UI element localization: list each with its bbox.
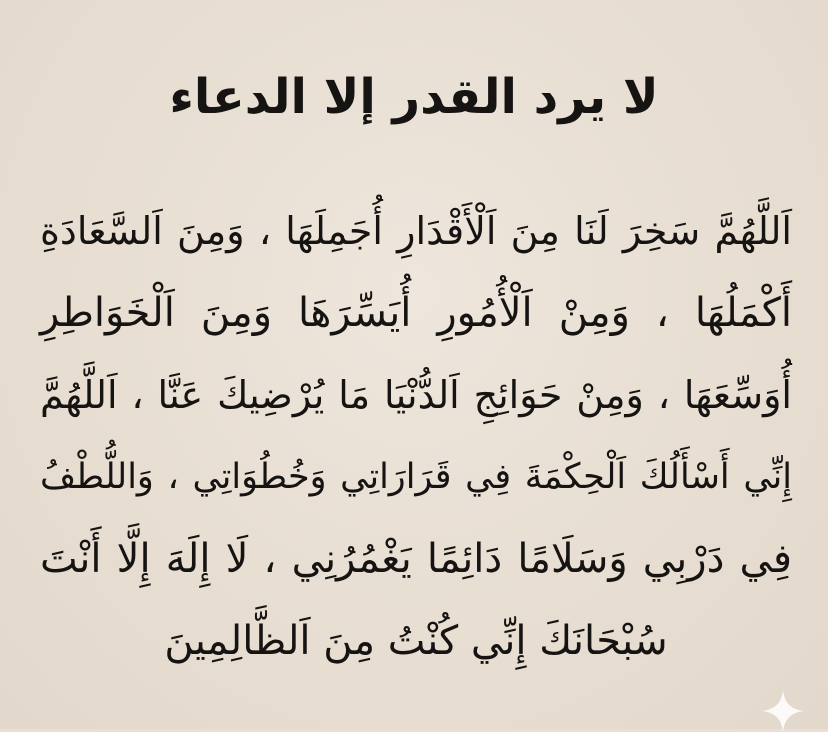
dua-line-3: أُوَسِّعَهَا ، وَمِنْ حَوَائِجِ اَلدُّنْيَا مَا يُرْضِيكَ عَنَّا ، اَللَّهُمَّ xyxy=(40,373,792,417)
dua-line-4: إِنِّي أَسْأَلُكَ اَلْحِكْمَةَ فِي قَرَارَاتِي وَخُطُوَاتِي ، وَاللُّطْفُ xyxy=(40,457,792,497)
dua-line-5: فِي دَرْبِي وَسَلَامًا دَائِمًا يَغْمُرُنِي ، لَا إِلَهَ إِلَّا أَنْتَ xyxy=(40,536,792,582)
page-title: لا يرد القدر إلا الدعاء xyxy=(169,69,659,125)
dua-text xyxy=(40,190,792,682)
dua-line-1: اَللَّهُمَّ سَخِرَ لَنَا مِنَ اَلْأَقْدَارِ أُجَمِلَهَا ، وَمِنَ اَلسَّعَادَةِ xyxy=(40,209,792,253)
dua-line-2: أَكْمَلُهَا ، وَمِنْ اَلْأُمُورِ أُيَسِّرَهَا وَمِنَ اَلْخَوَاطِرِ xyxy=(40,290,792,336)
sparkle-icon xyxy=(762,690,804,732)
dua-line-6: سُبْحَانَكَ إِنِّي كُنْتُ مِنَ اَلظَّالِمِينَ xyxy=(164,618,668,664)
